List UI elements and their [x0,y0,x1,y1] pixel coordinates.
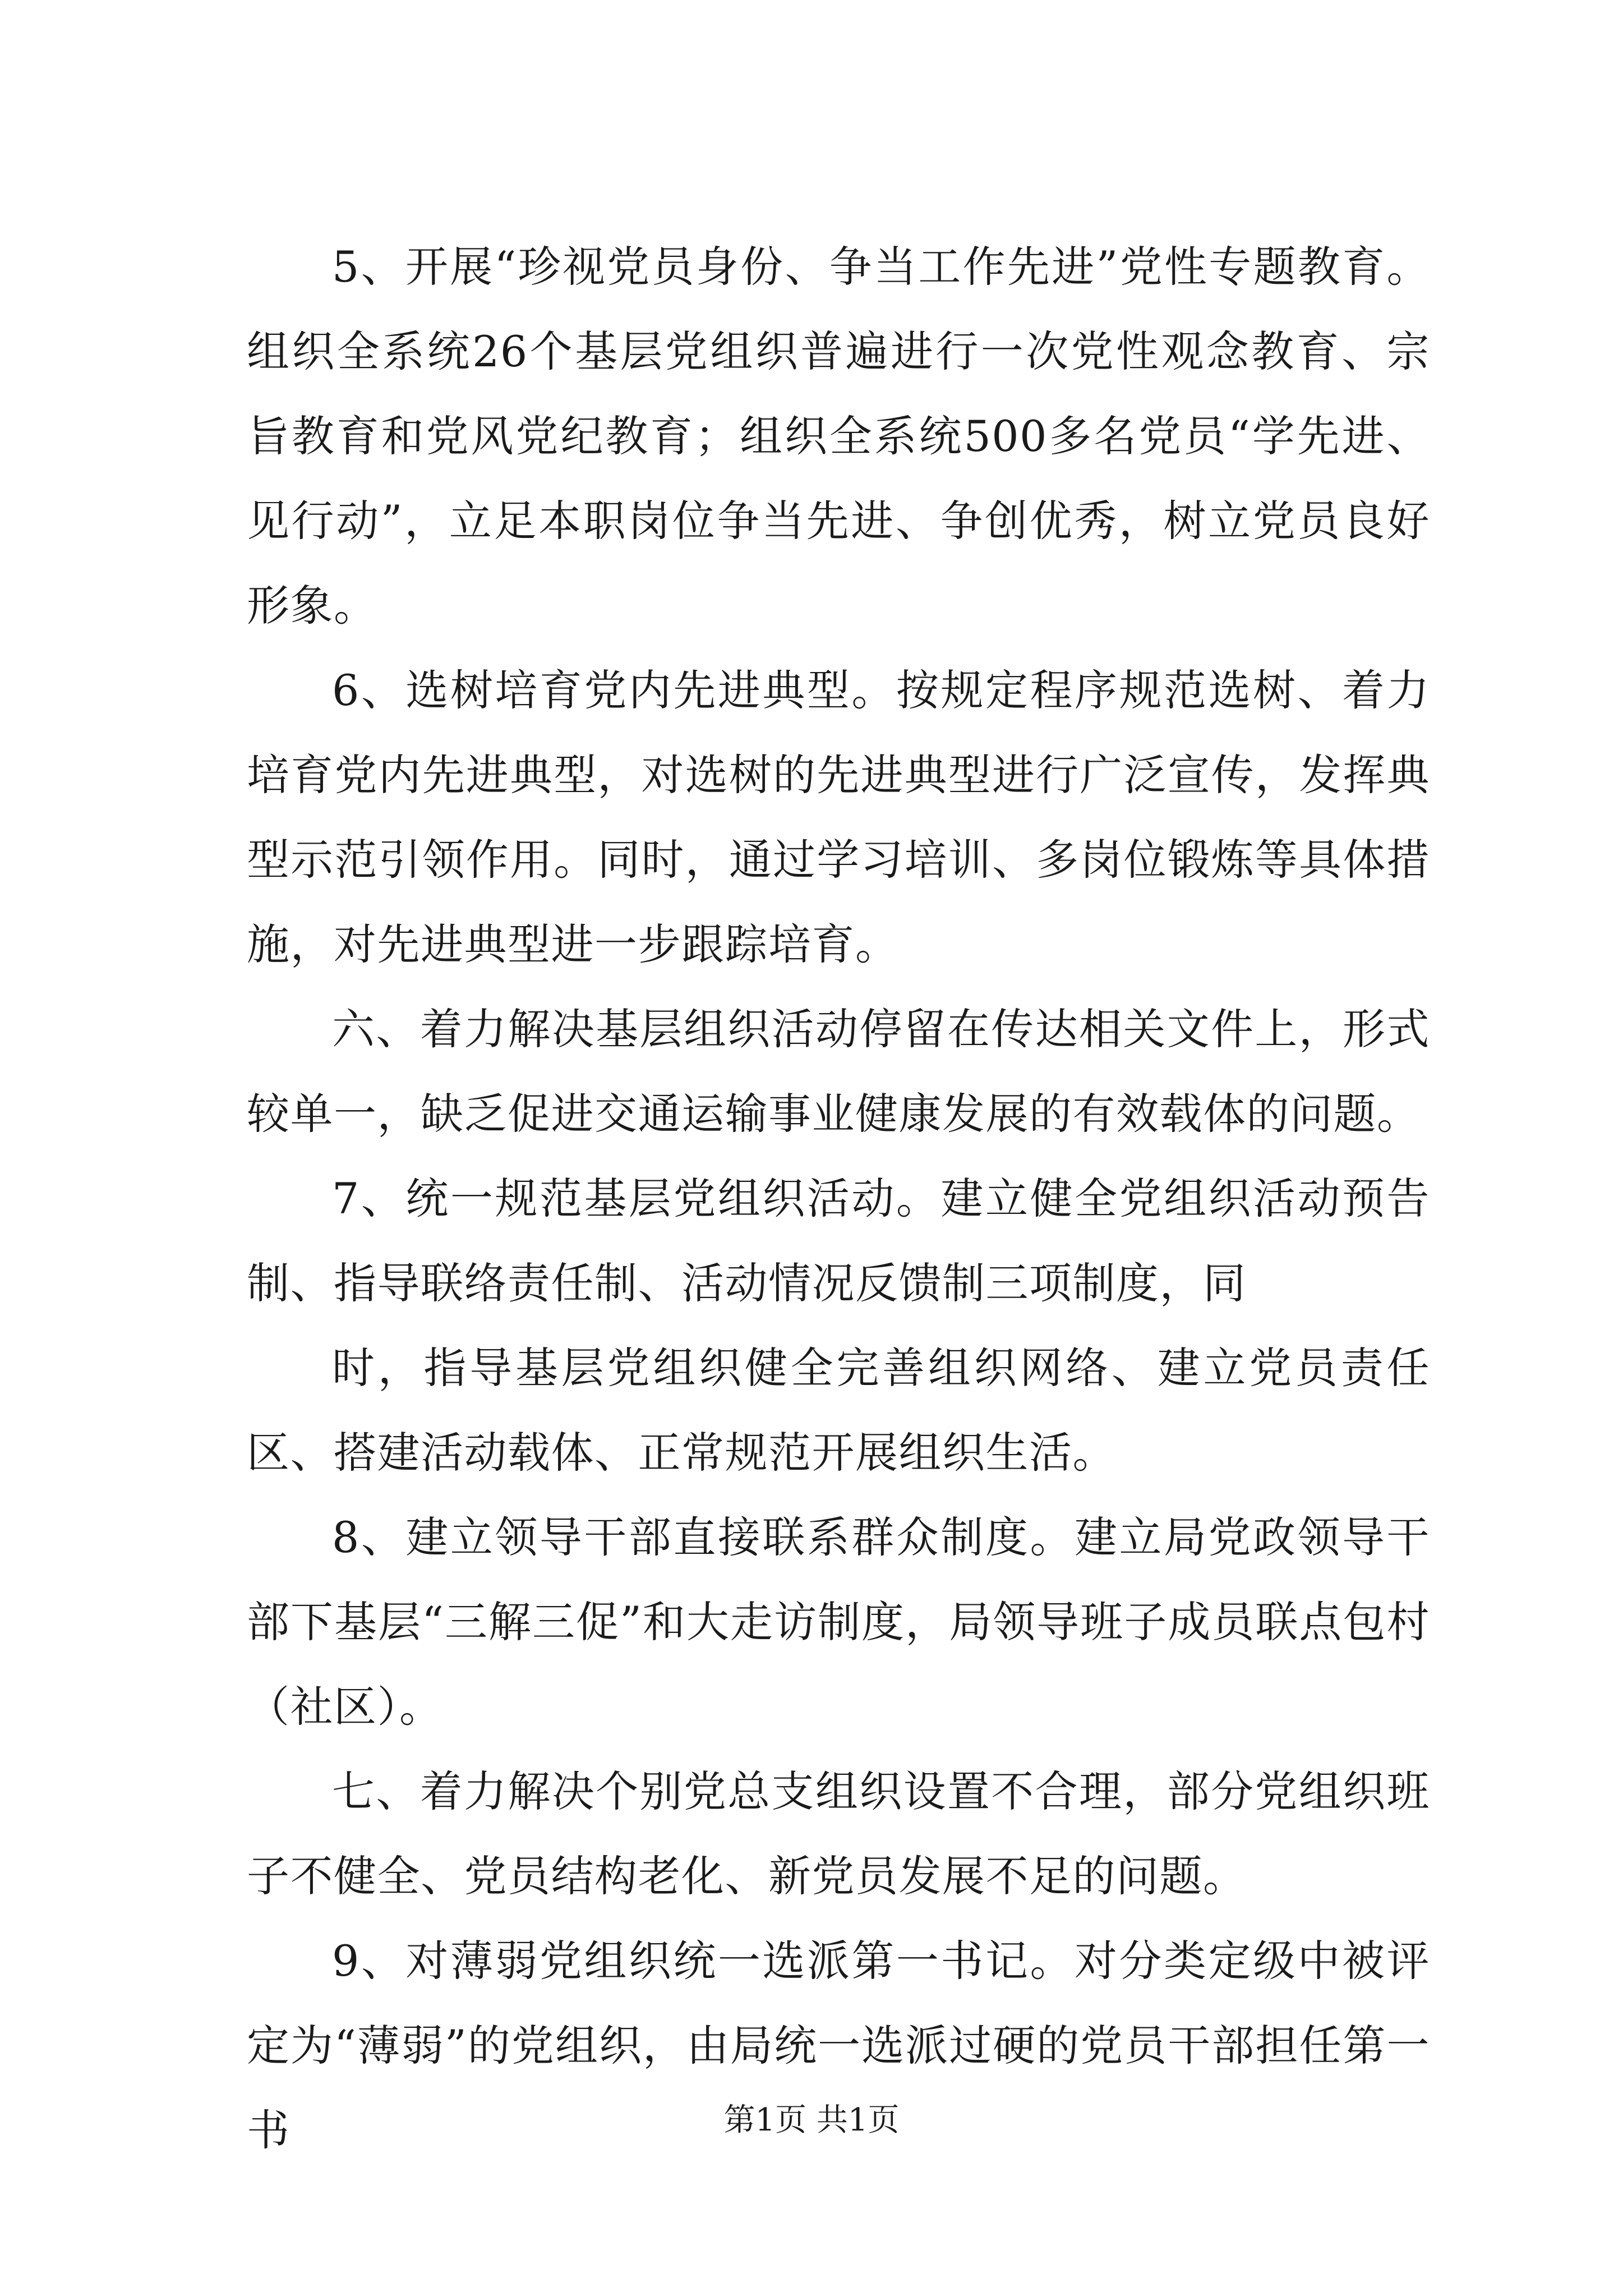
paragraph-item-6: 6、选树培育党内先进典型。按规定程序规范选树、着力培育党内先进典型，对选树的先进典型进行广泛宣传，发挥典型示范引领作用。同时，通过学习培训、多岗位锻炼等具体措施，对先进典型进一步跟踪培育。 [247,665,1430,969]
section-heading-6: 六、着力解决基层组织活动停留在传达相关文件上，形式较单一，缺乏促进交通运输事业健康发展的有效载体的问题。 [247,1004,1430,1139]
document-body [247,224,1430,2173]
paragraph-item-7: 7、统一规范基层党组织活动。建立健全党组织活动预告制、指导联络责任制、活动情况反馈制三项制度，同 [247,1174,1430,1308]
section-heading-7: 七、着力解决个别党总支组织设置不合理，部分党组织班子不健全、党员结构老化、新党员发展不足的问题。 [247,1766,1430,1901]
paragraph-item-8: 8、建立领导干部直接联系群众制度。建立局党政领导干部下基层“三解三促”和大走访制度，局领导班子成员联点包村（社区）。 [247,1512,1430,1732]
page-footer: 第1页 共1页 [723,2102,900,2138]
paragraph-item-5: 5、开展“珍视党员身份、争当工作先进”党性专题教育。组织全系统26个基层党组织普遍进行一次党性观念教育、宗旨教育和党风党纪教育；组织全系统500多名党员“学先进、见行动”，立足本职岗位争当先进、争创优秀，树立党员良好形象。 [247,242,1430,631]
paragraph-item-7-continued: 时，指导基层党组织健全完善组织网络、建立党员责任区、搭建活动载体、正常规范开展组织生活。 [247,1343,1430,1478]
paragraph-item-9: 9、对薄弱党组织统一选派第一书记。对分类定级中被评定为“薄弱”的党组织，由局统一选派过硬的党员干部担任第一书 [247,1936,1430,2155]
